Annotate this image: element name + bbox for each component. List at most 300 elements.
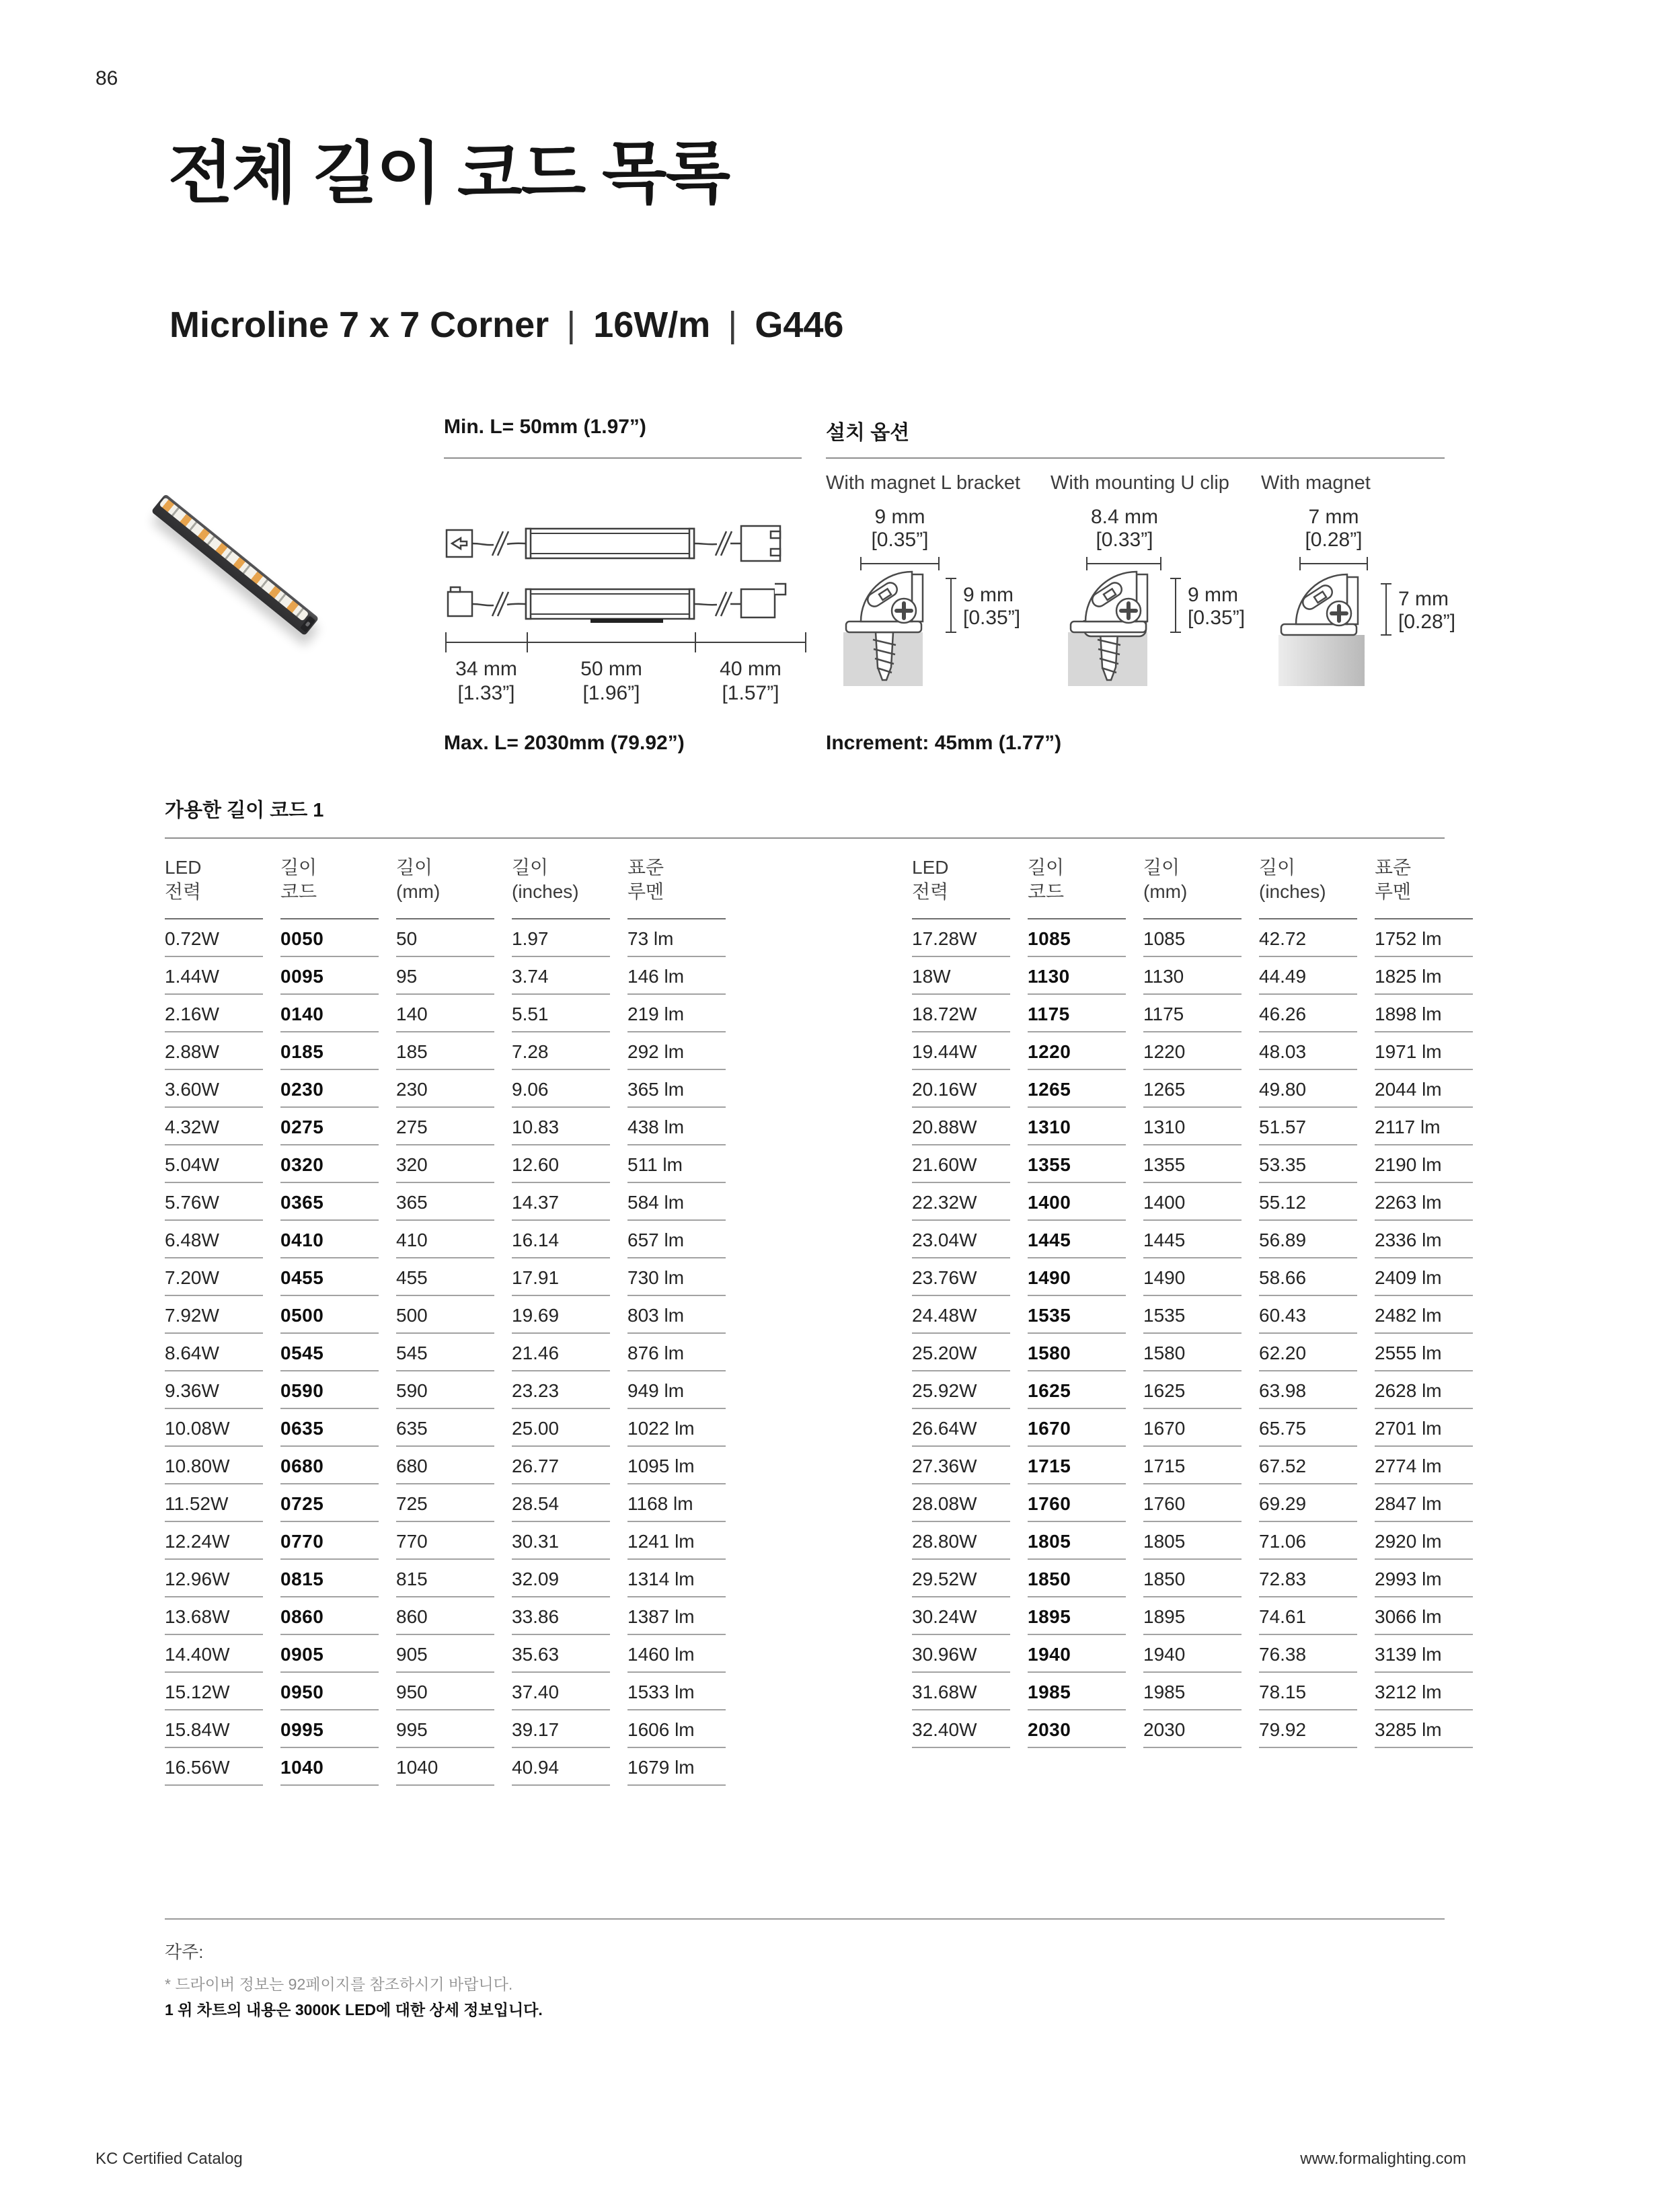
footer-website-url: www.formalighting.com [1300,2150,1466,2168]
inches-cell: 12.60 [512,1145,610,1183]
segment-dimension-inches: [1.57”] [722,682,779,704]
mm-cell: 2030 [1143,1710,1242,1748]
power-cell: 19.44W [912,1032,1010,1070]
inches-cell: 79.92 [1259,1710,1357,1748]
inches-cell: 1.97 [512,919,610,957]
product-wattage: 16W/m [593,305,711,345]
lumens-cell: 1898 lm [1375,995,1473,1032]
inches-cell: 5.51 [512,995,610,1032]
inches-cell: 69.29 [1259,1484,1357,1522]
width-dimension-mm: 9 mm [874,506,925,528]
mount-option-label: With magnet [1261,472,1371,494]
power-cell: 25.20W [912,1334,1010,1371]
segment-dimension-inches: [1.33”] [457,682,515,704]
column-header: 표준 루멘 [627,856,726,919]
mm-cell: 50 [396,919,494,957]
power-cell: 11.52W [165,1484,263,1522]
mm-cell: 995 [396,1710,494,1748]
inches-cell: 16.14 [512,1221,610,1258]
lumens-cell: 1095 lm [627,1447,726,1484]
height-dimension-inches: [0.35”] [1188,607,1246,629]
code-cell: 1850 [1028,1560,1126,1597]
power-cell: 23.04W [912,1221,1010,1258]
inches-cell: 10.83 [512,1108,610,1145]
code-cell: 1310 [1028,1108,1126,1145]
available-lengths-title: 가용한 길이 코드 1 [165,800,324,821]
power-cell: 9.36W [165,1371,263,1409]
lumens-cell: 1752 lm [1375,919,1473,957]
break-symbol [492,592,508,616]
mm-cell: 365 [396,1183,494,1221]
footnotes-title: 각주: [165,1942,204,1962]
lumens-cell: 2993 lm [1375,1560,1473,1597]
mm-cell: 1490 [1143,1258,1242,1296]
width-measure-line [861,557,939,570]
increment-label: Increment: 45mm (1.77”) [826,732,1062,754]
power-cell: 12.96W [165,1560,263,1597]
mm-cell: 1130 [1143,957,1242,995]
mm-cell: 725 [396,1484,494,1522]
code-cell: 1670 [1028,1409,1126,1447]
power-cell: 10.80W [165,1447,263,1484]
power-cell: 21.60W [912,1145,1010,1183]
segment-dimension-mm: 40 mm [720,658,781,680]
inches-cell: 39.17 [512,1710,610,1748]
mm-cell: 545 [396,1334,494,1371]
mm-cell: 1985 [1143,1673,1242,1710]
column-header: 길이 (mm) [396,856,494,919]
mm-cell: 1085 [1143,919,1242,957]
power-cell: 15.84W [165,1710,263,1748]
power-cell: 16.56W [165,1748,263,1786]
height-dimension-mm: 9 mm [1188,584,1238,606]
mm-cell: 185 [396,1032,494,1070]
mm-cell: 1310 [1143,1108,1242,1145]
power-cell: 0.72W [165,919,263,957]
power-cell: 17.28W [912,919,1010,957]
lumens-cell: 511 lm [627,1145,726,1183]
inches-cell: 62.20 [1259,1334,1357,1371]
inches-cell: 60.43 [1259,1296,1357,1334]
lumens-cell: 219 lm [627,995,726,1032]
break-symbol [492,531,508,556]
lumens-cell: 1314 lm [627,1560,726,1597]
column-header: 표준 루멘 [1375,856,1473,919]
mm-cell: 905 [396,1635,494,1673]
code-cell: 0455 [280,1258,379,1296]
inches-cell: 35.63 [512,1635,610,1673]
lumens-cell: 2336 lm [1375,1221,1473,1258]
code-cell: 0815 [280,1560,379,1597]
mount-option-u-clip [1051,472,1266,708]
min-length-label: Min. L= 50mm (1.97”) [444,416,646,438]
lumens-cell: 1460 lm [627,1635,726,1673]
code-cell: 0680 [280,1447,379,1484]
mm-cell: 1355 [1143,1145,1242,1183]
power-cell: 18W [912,957,1010,995]
width-dimension-inches: [0.33”] [1096,529,1153,551]
height-measure-line [1170,578,1181,632]
mm-cell: 1670 [1143,1409,1242,1447]
lumens-cell: 3212 lm [1375,1673,1473,1710]
lumens-cell: 2920 lm [1375,1522,1473,1560]
code-cell: 0590 [280,1371,379,1409]
power-cell: 1.44W [165,957,263,995]
mount-option-drawing [1051,503,1259,705]
inches-cell: 55.12 [1259,1183,1357,1221]
column-header: 길이 코드 [280,856,379,919]
lumens-cell: 3066 lm [1375,1597,1473,1635]
lumens-cell: 292 lm [627,1032,726,1070]
power-cell: 26.64W [912,1409,1010,1447]
inches-cell: 7.28 [512,1032,610,1070]
power-cell: 29.52W [912,1560,1010,1597]
power-cell: 13.68W [165,1597,263,1635]
lumens-cell: 3285 lm [1375,1710,1473,1748]
inches-cell: 48.03 [1259,1032,1357,1070]
mm-cell: 1760 [1143,1484,1242,1522]
lumens-cell: 1387 lm [627,1597,726,1635]
code-cell: 0275 [280,1108,379,1145]
code-cell: 1490 [1028,1258,1126,1296]
power-cell: 12.24W [165,1522,263,1560]
code-cell: 1175 [1028,995,1126,1032]
code-cell: 1580 [1028,1334,1126,1371]
height-dimension-mm: 9 mm [963,584,1014,606]
lumens-cell: 2409 lm [1375,1258,1473,1296]
lumens-cell: 365 lm [627,1070,726,1108]
mm-cell: 1400 [1143,1183,1242,1221]
lumens-cell: 584 lm [627,1183,726,1221]
segment-dimension-mm: 50 mm [580,658,642,680]
inches-cell: 23.23 [512,1371,610,1409]
code-cell: 1265 [1028,1070,1126,1108]
lumens-cell: 1825 lm [1375,957,1473,995]
mm-cell: 1850 [1143,1560,1242,1597]
code-cell: 1400 [1028,1183,1126,1221]
corner-bracket-icon [1281,574,1358,635]
inches-cell: 19.69 [512,1296,610,1334]
corner-bracket-icon [1071,572,1147,632]
section-rule [165,837,1445,839]
inches-cell: 3.74 [512,957,610,995]
footer-catalog-label: KC Certified Catalog [96,2150,243,2168]
power-cell: 3.60W [165,1070,263,1108]
available-lengths-table-left [165,856,726,1786]
install-options-title: 설치 옵션 [826,422,910,444]
lumens-cell: 1679 lm [627,1748,726,1786]
code-cell: 0725 [280,1484,379,1522]
mm-cell: 500 [396,1296,494,1334]
mm-cell: 1265 [1143,1070,1242,1108]
inches-cell: 74.61 [1259,1597,1357,1635]
mm-cell: 1220 [1143,1032,1242,1070]
power-cell: 10.08W [165,1409,263,1447]
mm-cell: 1580 [1143,1334,1242,1371]
code-cell: 0185 [280,1032,379,1070]
code-cell: 1355 [1028,1145,1126,1183]
footnote-driver-info: * 드라이버 정보는 92페이지를 참조하시기 바랍니다. [165,1975,513,1993]
power-cell: 31.68W [912,1673,1010,1710]
code-cell: 0230 [280,1070,379,1108]
height-dimension-inches: [0.35”] [963,607,1021,629]
code-cell: 2030 [1028,1710,1126,1748]
code-cell: 1805 [1028,1522,1126,1560]
mm-cell: 320 [396,1145,494,1183]
mm-cell: 680 [396,1447,494,1484]
power-cell: 2.16W [165,995,263,1032]
power-cell: 25.92W [912,1371,1010,1409]
code-cell: 0950 [280,1673,379,1710]
code-cell: 1085 [1028,919,1126,957]
power-cell: 5.76W [165,1183,263,1221]
product-code: G446 [755,305,844,345]
inches-cell: 51.57 [1259,1108,1357,1145]
mount-option-magnet [1261,472,1463,708]
code-cell: 1895 [1028,1597,1126,1635]
lumens-cell: 657 lm [627,1221,726,1258]
code-cell: 1220 [1028,1032,1126,1070]
inches-cell: 25.00 [512,1409,610,1447]
width-dimension-mm: 7 mm [1308,506,1359,528]
lumens-cell: 3139 lm [1375,1635,1473,1673]
segment-dimension-inches: [1.96”] [582,682,640,704]
lumens-cell: 1606 lm [627,1710,726,1748]
lumens-cell: 2555 lm [1375,1334,1473,1371]
inches-cell: 21.46 [512,1334,610,1371]
code-cell: 1985 [1028,1673,1126,1710]
height-measure-line [1381,584,1391,635]
mm-cell: 95 [396,957,494,995]
lumens-cell: 73 lm [627,919,726,957]
power-cell: 4.32W [165,1108,263,1145]
column-header: LED 전력 [165,856,263,919]
lumens-cell: 438 lm [627,1108,726,1145]
inches-cell: 44.49 [1259,957,1357,995]
column-header: 길이 (mm) [1143,856,1242,919]
lumens-cell: 2774 lm [1375,1447,1473,1484]
power-cell: 30.24W [912,1597,1010,1635]
inches-cell: 76.38 [1259,1635,1357,1673]
code-cell: 0140 [280,995,379,1032]
inches-cell: 63.98 [1259,1371,1357,1409]
code-cell: 1940 [1028,1635,1126,1673]
height-measure-line [946,578,956,632]
dimension-line [446,632,806,652]
power-cell: 28.80W [912,1522,1010,1560]
inches-cell: 42.72 [1259,919,1357,957]
code-cell: 0050 [280,919,379,957]
segment-dimension-mm: 34 mm [455,658,517,680]
power-cell: 20.88W [912,1108,1010,1145]
lumens-cell: 1241 lm [627,1522,726,1560]
mm-cell: 815 [396,1560,494,1597]
corner-bracket-icon [846,572,923,632]
inches-cell: 67.52 [1259,1447,1357,1484]
lumens-cell: 1022 lm [627,1409,726,1447]
width-measure-line [1300,557,1367,570]
mm-cell: 590 [396,1371,494,1409]
inches-cell: 78.15 [1259,1673,1357,1710]
mm-cell: 410 [396,1221,494,1258]
code-cell: 0095 [280,957,379,995]
lumens-cell: 803 lm [627,1296,726,1334]
inches-cell: 30.31 [512,1522,610,1560]
mm-cell: 770 [396,1522,494,1560]
power-cell: 28.08W [912,1484,1010,1522]
lumens-cell: 2190 lm [1375,1145,1473,1183]
power-cell: 7.92W [165,1296,263,1334]
led-bar-drawing [447,526,786,623]
inches-cell: 33.86 [512,1597,610,1635]
mm-cell: 1805 [1143,1522,1242,1560]
lumens-cell: 2263 lm [1375,1183,1473,1221]
separator-bar: | [728,305,738,345]
lumens-cell: 876 lm [627,1334,726,1371]
code-cell: 1445 [1028,1221,1126,1258]
width-dimension-mm: 8.4 mm [1090,506,1159,528]
power-cell: 5.04W [165,1145,263,1183]
lumens-cell: 2117 lm [1375,1108,1473,1145]
code-cell: 1715 [1028,1447,1126,1484]
lumens-cell: 146 lm [627,957,726,995]
mm-cell: 950 [396,1673,494,1710]
mm-cell: 1625 [1143,1371,1242,1409]
height-dimension-mm: 7 mm [1398,588,1449,610]
inches-cell: 14.37 [512,1183,610,1221]
lumens-cell: 2044 lm [1375,1070,1473,1108]
inches-cell: 53.35 [1259,1145,1357,1183]
power-cell: 14.40W [165,1635,263,1673]
code-cell: 0905 [280,1635,379,1673]
inches-cell: 32.09 [512,1560,610,1597]
column-header: 길이 (inches) [512,856,610,919]
power-cell: 32.40W [912,1710,1010,1748]
lumens-cell: 2628 lm [1375,1371,1473,1409]
power-cell: 18.72W [912,995,1010,1032]
inches-cell: 46.26 [1259,995,1357,1032]
page-number: 86 [96,67,118,89]
led-diffuser-strip [159,497,309,621]
width-measure-line [1087,557,1161,570]
column-header: 길이 (inches) [1259,856,1357,919]
footnote-rule [165,1918,1445,1920]
power-cell: 23.76W [912,1258,1010,1296]
lumens-cell: 730 lm [627,1258,726,1296]
product-name: Microline 7 x 7 Corner [169,305,549,345]
mm-cell: 1940 [1143,1635,1242,1673]
width-dimension-inches: [0.35”] [871,529,929,551]
power-cell: 8.64W [165,1334,263,1371]
inches-cell: 65.75 [1259,1409,1357,1447]
code-cell: 1760 [1028,1484,1126,1522]
inches-cell: 28.54 [512,1484,610,1522]
page-title: 전체 길이 코드 목록 [168,136,730,211]
code-cell: 0995 [280,1710,379,1748]
power-cell: 30.96W [912,1635,1010,1673]
product-photo [156,479,391,640]
lumens-cell: 2847 lm [1375,1484,1473,1522]
mm-cell: 275 [396,1108,494,1145]
code-cell: 0365 [280,1183,379,1221]
lumens-cell: 2701 lm [1375,1409,1473,1447]
lumens-cell: 2482 lm [1375,1296,1473,1334]
power-cell: 22.32W [912,1183,1010,1221]
mount-option-label: With magnet L bracket [826,472,1021,494]
mount-option-magnet-l-bracket [826,472,1048,708]
inches-cell: 56.89 [1259,1221,1357,1258]
inches-cell: 37.40 [512,1673,610,1710]
power-cell: 15.12W [165,1673,263,1710]
power-cell: 20.16W [912,1070,1010,1108]
power-cell: 27.36W [912,1447,1010,1484]
mm-cell: 140 [396,995,494,1032]
led-strip-image [151,494,319,636]
mount-option-drawing [826,503,1034,705]
magnet-block [1278,635,1365,686]
code-cell: 0860 [280,1597,379,1635]
mm-cell: 1715 [1143,1447,1242,1484]
code-cell: 1535 [1028,1296,1126,1334]
code-cell: 0320 [280,1145,379,1183]
width-dimension-inches: [0.28”] [1305,529,1363,551]
code-cell: 0635 [280,1409,379,1447]
break-symbol [716,531,732,556]
lumens-cell: 949 lm [627,1371,726,1409]
mm-cell: 1040 [396,1748,494,1786]
column-header: 길이 코드 [1028,856,1126,919]
mount-option-label: With mounting U clip [1051,472,1229,494]
code-cell: 1625 [1028,1371,1126,1409]
break-symbol [716,592,732,616]
lumens-cell: 1533 lm [627,1673,726,1710]
mm-cell: 1445 [1143,1221,1242,1258]
separator-bar: | [566,305,576,345]
mm-cell: 860 [396,1597,494,1635]
inches-cell: 26.77 [512,1447,610,1484]
power-cell: 2.88W [165,1032,263,1070]
section-rule [826,457,1445,459]
mm-cell: 1535 [1143,1296,1242,1334]
inches-cell: 49.80 [1259,1070,1357,1108]
available-lengths-table-right [912,856,1473,1748]
inches-cell: 40.94 [512,1748,610,1786]
section-rule [444,457,802,459]
code-cell: 1040 [280,1748,379,1786]
mm-cell: 230 [396,1070,494,1108]
code-cell: 1130 [1028,957,1126,995]
length-diagram [437,506,814,716]
footnote-3000k: 1 위 차트의 내용은 3000K LED에 대한 상세 정보입니다. [165,2001,543,2019]
inches-cell: 72.83 [1259,1560,1357,1597]
mm-cell: 1895 [1143,1597,1242,1635]
power-cell: 24.48W [912,1296,1010,1334]
mm-cell: 1175 [1143,995,1242,1032]
code-cell: 0410 [280,1221,379,1258]
code-cell: 0500 [280,1296,379,1334]
code-cell: 0545 [280,1334,379,1371]
power-cell: 7.20W [165,1258,263,1296]
product-title [169,304,843,346]
inches-cell: 9.06 [512,1070,610,1108]
lumens-cell: 1971 lm [1375,1032,1473,1070]
height-dimension-inches: [0.28”] [1398,611,1456,633]
inches-cell: 71.06 [1259,1522,1357,1560]
mount-option-drawing [1261,503,1469,705]
inches-cell: 17.91 [512,1258,610,1296]
code-cell: 0770 [280,1522,379,1560]
power-cell: 6.48W [165,1221,263,1258]
